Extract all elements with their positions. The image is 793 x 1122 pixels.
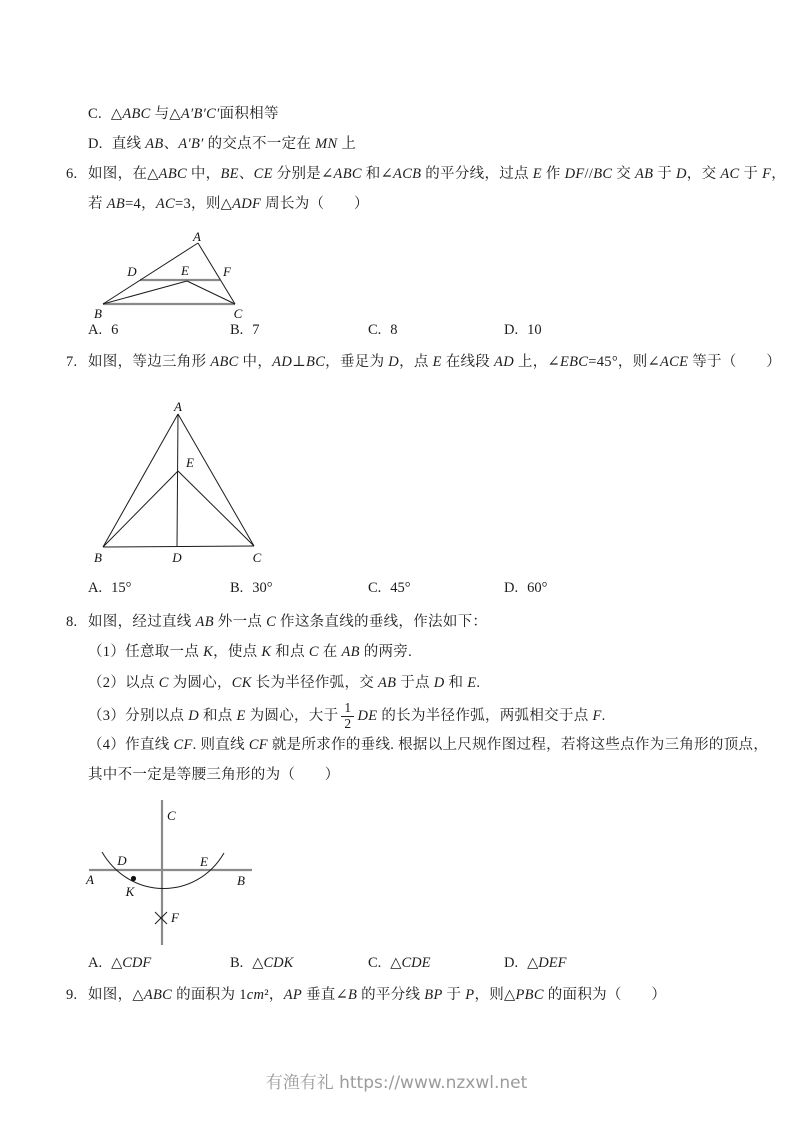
option-text: 7 [252,322,260,338]
option-d [504,580,547,597]
option-text: 8 [390,322,398,338]
option-label: D. [88,136,103,152]
option-label: A. [88,322,103,338]
point-label-a: A [174,399,182,414]
option-text: △CDK [252,955,294,971]
question-7-stem [66,352,781,372]
point-label-d: D [117,853,127,868]
option-label: C. [368,580,382,596]
question-6-options [0,322,793,342]
segment-be [103,471,178,547]
question-6-stem-line-1 [66,164,786,184]
option-label: B. [230,322,244,338]
option-text: 60° [527,580,548,596]
question-8-step-2 [88,673,480,693]
option-text: 10 [527,322,542,338]
option-text: △CDE [390,955,431,971]
segment-bc [103,546,254,547]
point-label-b: B [94,306,102,321]
option-b [230,580,273,597]
option-text: 15° [111,580,132,596]
option-label: B. [230,955,244,971]
option-a [88,322,118,339]
segment-ac [178,414,254,546]
question-8-step-1 [88,642,412,662]
option-c [368,955,430,972]
question-9-stem [66,985,666,1005]
point-label-d: D [127,264,137,279]
segment-ab [103,414,178,547]
point-label-a: A [86,872,94,887]
point-label-e: E [200,854,208,869]
question-text: 如图，经过直线 AB 外一点 C 作这条直线的垂线，作法如下： [88,614,488,630]
figure-question-8 [85,795,265,953]
point-label-b: B [237,873,245,888]
question-text: 如图，等边三角形 ABC 中，AD⊥BC，垂足为 D，点 E 在线段 AD 上，∠EBC=45°，则∠ACE 等于（ ） [88,354,782,370]
option-text: 30° [252,580,273,596]
option-b [230,322,260,339]
option-b [230,955,293,972]
option-text: 直线 AB、A′B′ 的交点不一定在 MN 上 [111,136,357,152]
point-label-c: C [252,550,262,565]
point-label-a: A [193,229,201,244]
step-text: （1）任意取一点 K，使点 K 和点 C 在 AB 的两旁. [88,644,413,660]
question-8-stem [66,612,487,632]
point-label-e: E [186,455,194,470]
question-8-step-4 [88,735,768,755]
question-text: 若 AB=4，AC=3，则△ADF 周长为（ ） [88,196,369,212]
option-label: C. [368,955,382,971]
option-label: C. [88,106,102,122]
fraction-one-half [341,701,354,730]
option-label: D. [504,322,519,338]
step-text: （4）作直线 CF. 则直线 CF 就是所求作的垂线. 根据以上尺规作图过程，若将这些点作为三角形的顶点， [88,737,769,753]
question-number: 8. [66,614,78,630]
option-text: △ABC 与△A′B′C′面积相等 [110,106,279,122]
option-text: △DEF [527,955,567,971]
question-number: 7. [66,354,78,370]
figure-question-6 [90,228,250,328]
option-text: 6 [111,322,119,338]
point-k-dot [131,876,136,881]
option-text: △CDF [111,955,152,971]
figure-question-7 [90,400,270,570]
option-line-d [88,134,356,154]
point-label-c: C [233,306,243,321]
point-label-f: F [223,264,231,279]
footer-watermark [0,1068,793,1093]
segment-be [103,281,187,304]
question-text: 如图，在△ABC 中，BE、CE 分别是∠ABC 和∠ACB 的平分线，过点 E 作 DF//BC 交 AB 于 D，交 AC 于 F， [88,166,787,182]
option-d [504,955,566,972]
option-d [504,322,542,339]
segment-ec [178,471,254,546]
option-c [368,580,411,597]
option-a [88,580,131,597]
option-label: C. [368,322,382,338]
option-c [368,322,398,339]
option-label: D. [504,955,519,971]
step-text-pre: （3）分别以点 D 和点 E 为圆心，大于 [88,708,339,724]
option-a [88,955,151,972]
question-8-step-4-continued [88,765,340,785]
point-label-b: B [94,550,102,565]
option-label: D. [504,580,519,596]
segment-ad [177,414,178,547]
point-label-d: D [172,550,182,565]
question-8-options [0,955,793,975]
question-8-step-3 [88,696,606,736]
step-text: 其中不一定是等腰三角形的为（ ） [88,767,340,783]
footer-link[interactable]: 有渔有礼 https://www.nzxwl.net [265,1073,528,1093]
fraction-numerator: 1 [341,701,354,716]
option-label: B. [230,580,244,596]
question-number: 9. [66,987,78,1003]
option-line-c [88,104,279,124]
fraction-denominator: 2 [344,715,352,731]
point-label-f: F [171,910,179,925]
question-text: 如图，△ABC 的面积为 1cm²，AP 垂直∠B 的平分线 BP 于 P，则△PBC 的面积为（ ） [88,987,667,1003]
option-label: A. [88,580,103,596]
point-label-c: C [167,808,176,823]
step-text: （2）以点 C 为圆心，CK 长为半径作弧，交 AB 于点 D 和 E. [88,675,481,691]
question-6-stem-line-2 [88,194,369,214]
option-text: 45° [390,580,411,596]
question-number: 6. [66,166,78,182]
point-label-k: K [125,884,135,899]
step-text-post: DE 的长为半径作弧，两弧相交于点 F. [357,708,606,724]
question-7-options [0,580,793,600]
point-label-e: E [181,263,189,278]
option-label: A. [88,955,103,971]
